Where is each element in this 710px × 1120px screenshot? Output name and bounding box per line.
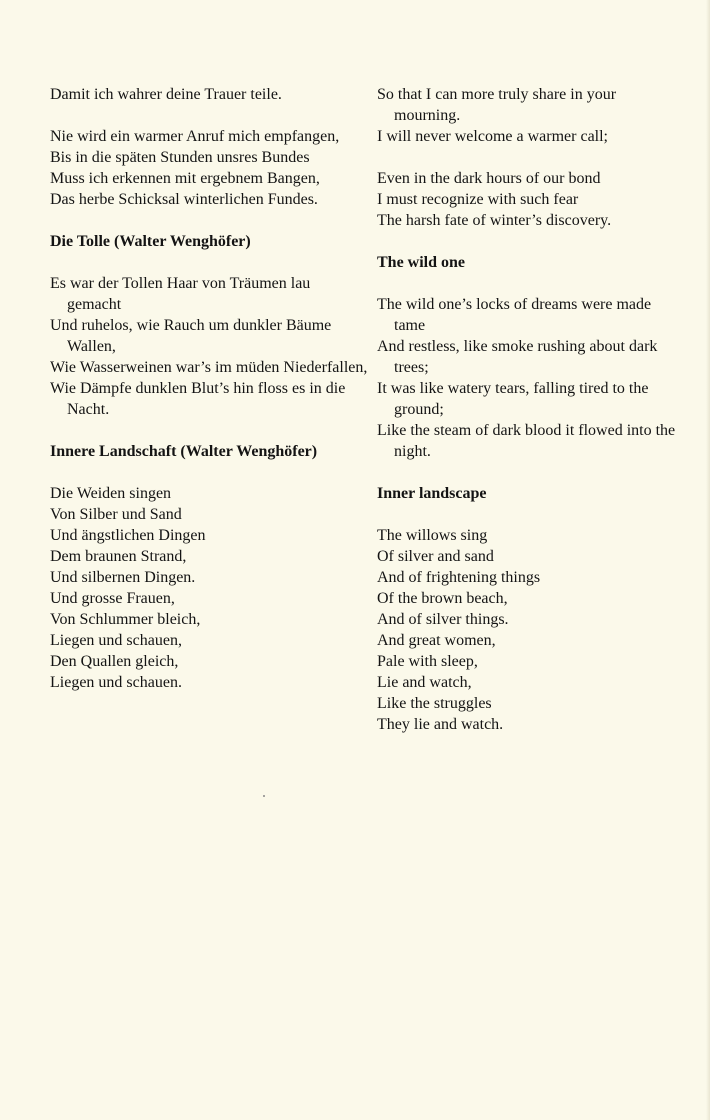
- poem-line: Dem braunen Strand,: [50, 548, 187, 565]
- poem-line: Wie Wasserweinen war’s im müden Niederfallen,: [50, 359, 368, 376]
- poem-line: Den Quallen gleich,: [50, 653, 179, 670]
- poem-heading-inner-landscape: Inner landscape: [377, 485, 487, 502]
- poem-line: Und ängstlichen Dingen: [50, 527, 206, 544]
- poem-line: Wie Dämpfe dunklen Blut’s hin floss es in die Nacht.: [50, 380, 346, 418]
- poem-line: Und grosse Frauen,: [50, 590, 175, 607]
- poem-line: Und ruhelos, wie Rauch um dunkler Bäume Wallen,: [50, 317, 332, 355]
- german-stanza-1: [50, 84, 368, 105]
- poem-line: And great women,: [377, 632, 496, 649]
- poem-line: They lie and watch.: [377, 716, 504, 733]
- poem-line: Liegen und schauen,: [50, 632, 182, 649]
- english-stanza-2: [377, 168, 677, 231]
- poem-line: The willows sing: [377, 527, 488, 544]
- poem-line: Bis in die späten Stunden unsres Bundes: [50, 149, 310, 166]
- poem-line: And restless, like smoke rushing about dark trees;: [377, 338, 658, 376]
- poem-line: Even in the dark hours of our bond: [377, 170, 601, 187]
- poem-line: I must recognize with such fear: [377, 191, 579, 208]
- poem-line: Of silver and sand: [377, 548, 494, 565]
- poem-line: Liegen und schauen.: [50, 674, 182, 691]
- poem-line: Like the steam of dark blood it flowed into the night.: [377, 422, 676, 460]
- ink-speck: [263, 795, 265, 797]
- poem-line: Von Silber und Sand: [50, 506, 182, 523]
- poem-line: Damit ich wahrer deine Trauer teile.: [50, 86, 282, 103]
- poem-line: Muss ich erkennen mit ergebnem Bangen,: [50, 170, 320, 187]
- poem-line: And of silver things.: [377, 611, 509, 628]
- poem-heading-the-wild-one: The wild one: [377, 254, 466, 271]
- poem-line: Pale with sleep,: [377, 653, 478, 670]
- german-stanza-2: [50, 126, 368, 210]
- poem-line: It was like watery tears, falling tired to the ground;: [377, 380, 649, 418]
- poem-line: Lie and watch,: [377, 674, 472, 691]
- german-stanza-3: [50, 273, 368, 420]
- poem-line: I will never welcome a warmer call;: [377, 128, 608, 145]
- poem-line: And of frightening things: [377, 569, 541, 586]
- poem-heading-die-tolle: Die Tolle (Walter Wenghöfer): [50, 233, 251, 250]
- english-stanza-3: [377, 294, 677, 462]
- poem-line: So that I can more truly share in your mourning.: [377, 86, 617, 124]
- english-stanza-4: [377, 525, 677, 735]
- english-stanza-1: [377, 84, 677, 147]
- poem-line: The harsh fate of winter’s discovery.: [377, 212, 612, 229]
- german-column: [50, 84, 368, 693]
- poem-line: Like the struggles: [377, 695, 492, 712]
- poem-line: Und silbernen Dingen.: [50, 569, 196, 586]
- page-edge-shadow: [706, 0, 710, 1120]
- poem-line: The wild one’s locks of dreams were made tame: [377, 296, 652, 334]
- poem-line: Nie wird ein warmer Anruf mich empfangen,: [50, 128, 340, 145]
- poem-line: Die Weiden singen: [50, 485, 172, 502]
- german-stanza-4: [50, 483, 368, 693]
- poem-line: Das herbe Schicksal winterlichen Fundes.: [50, 191, 318, 208]
- poem-heading-innere-landschaft: Innere Landschaft (Walter Wenghöfer): [50, 443, 318, 460]
- poem-line: Von Schlummer bleich,: [50, 611, 201, 628]
- poem-line: Of the brown beach,: [377, 590, 508, 607]
- english-column: [377, 84, 677, 735]
- poem-line: Es war der Tollen Haar von Träumen lau gemacht: [50, 275, 311, 313]
